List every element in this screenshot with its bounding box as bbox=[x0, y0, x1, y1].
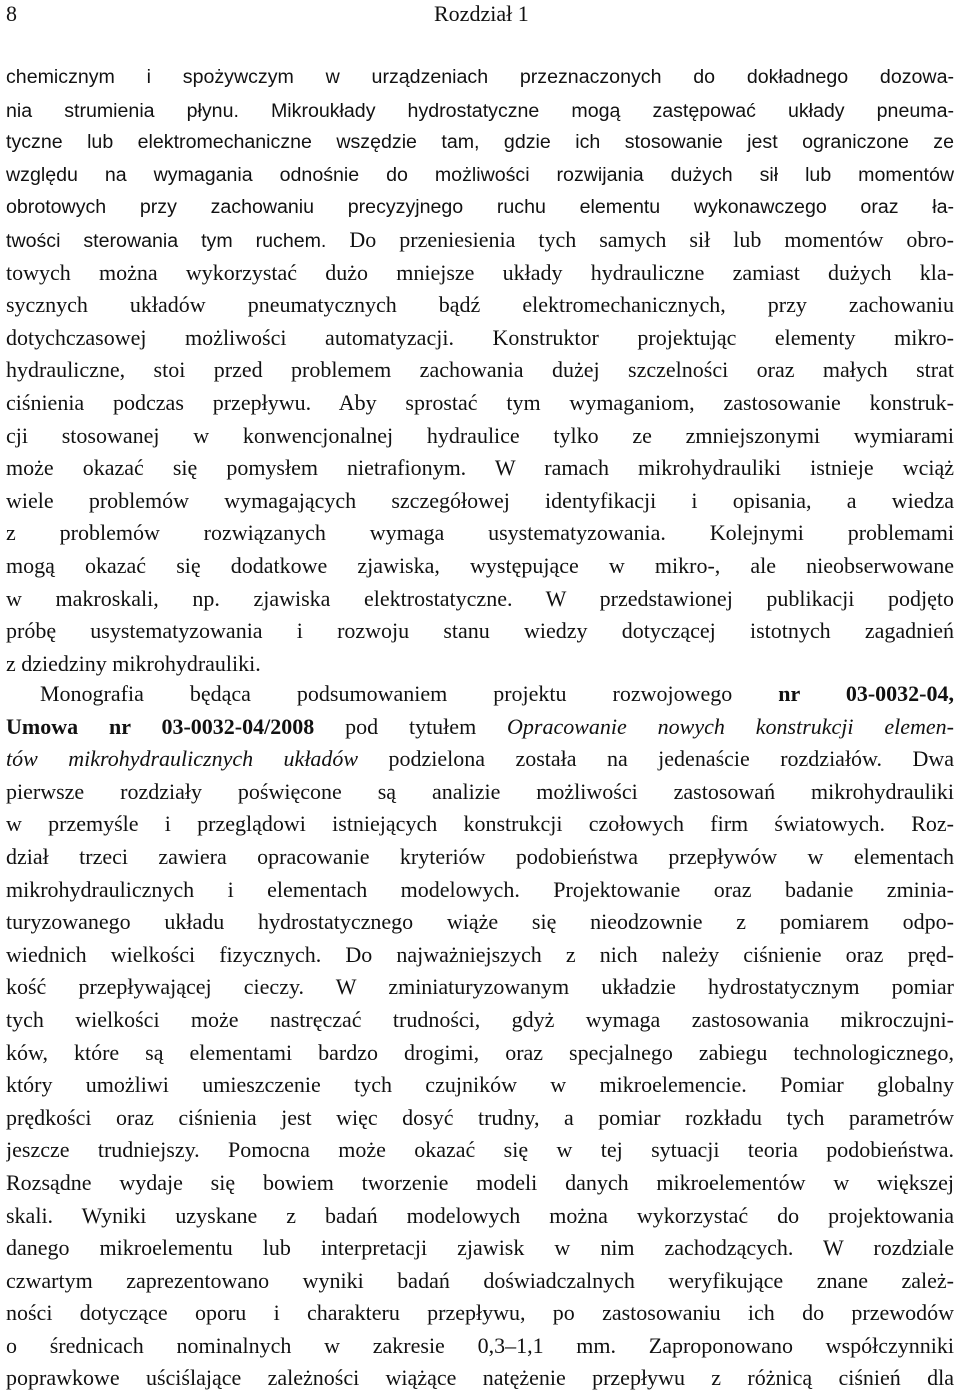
text-line bbox=[6, 841, 954, 874]
text-line bbox=[6, 648, 954, 681]
text-line bbox=[6, 1102, 954, 1135]
text-segment: wiele problemów wymagających szczegółowej identyfikacji i opisania, a wiedza bbox=[6, 487, 954, 513]
text-line bbox=[6, 289, 954, 322]
text-line bbox=[6, 1004, 954, 1037]
text-line bbox=[6, 874, 954, 907]
text-segment: który umożliwi umieszczenie tych czujników w mikroelemencie. Pomiar globalny bbox=[6, 1072, 954, 1098]
text-segment: dotychczasowej możliwości automatyzacji. Konstruktor projektując elementy mikro- bbox=[6, 324, 954, 350]
text-line bbox=[6, 971, 954, 1004]
text-segment: pierwsze rozdziały poświęcone są analizie możliwości zastosowań mikrohydrauliki bbox=[6, 778, 954, 804]
text-line bbox=[6, 711, 954, 744]
text-segment: obrotowych przy zachowaniu precyzyjnego ruchu elementu wykonawczego oraz ła- bbox=[6, 196, 954, 219]
text-segment: Rozsądne wydaje się bowiem tworzenie modeli danych mikroelementów w większej bbox=[6, 1169, 954, 1195]
text-segment: tych wielkości może nastręczać trudności, gdyż wymaga zastosowania mikroczujni- bbox=[6, 1006, 954, 1032]
text-line bbox=[6, 1167, 954, 1200]
text-line bbox=[6, 354, 954, 387]
paragraph-2 bbox=[6, 678, 954, 1395]
text-segment: Do przeniesienia tych samych sił lub momentów obro- bbox=[326, 226, 954, 252]
text-line bbox=[6, 159, 954, 192]
text-line bbox=[6, 387, 954, 420]
text-segment: ności dotyczące oporu i charakteru przepływu, po zastosowaniu ich do przewodów bbox=[6, 1300, 954, 1326]
text-line bbox=[6, 939, 954, 972]
text-segment: tyczne lub elektromechaniczne wszędzie tam, gdzie ich stosowanie jest ograniczone ze bbox=[6, 131, 954, 154]
text-segment: hydrauliczne, stoi przed problemem zachowania dużej szczelności oraz małych strat bbox=[6, 357, 954, 383]
text-segment: sycznych układów pneumatycznych bądź elektromechanicznych, przy zachowaniu bbox=[6, 292, 954, 318]
text-segment: prędkości oraz ciśnienia jest więc dosyć trudny, a pomiar rozkładu tych parametrów bbox=[6, 1104, 954, 1130]
text-segment: ków, które są elementami bardzo drogimi, oraz specjalnego zabiegu technologicznego, bbox=[6, 1039, 954, 1065]
text-line bbox=[6, 906, 954, 939]
text-line bbox=[6, 452, 954, 485]
text-segment: cji stosowanej w konwencjonalnej hydraulice tylko ze zmniejszonymi wymiarami bbox=[6, 422, 954, 448]
chapter-title: Rozdział 1 bbox=[434, 1, 529, 26]
text-segment: o średnicach nominalnych w zakresie 0,3–1,1 mm. Zaproponowano współczynniki bbox=[6, 1332, 954, 1358]
text-segment: danego mikroelementu lub interpretacji zjawisk w nim zachodzących. W rozdziale bbox=[6, 1235, 954, 1261]
text-segment: mogą okazać się dodatkowe zjawiska, występujące w mikro-, ale nieobserwowane bbox=[6, 552, 954, 578]
text-line bbox=[6, 1232, 954, 1265]
text-segment: z problemów rozwiązanych wymaga usystematyzowania. Kolejnymi problemami bbox=[6, 520, 954, 546]
text-line bbox=[6, 1297, 954, 1330]
text-segment: skali. Wyniki uzyskane z badań modelowych można wykorzystać do projektowania bbox=[6, 1202, 954, 1228]
text-line bbox=[6, 1037, 954, 1070]
text-line bbox=[6, 1362, 954, 1395]
text-line bbox=[6, 517, 954, 550]
text-line bbox=[6, 1069, 954, 1102]
text-segment: Monografia będąca podsumowaniem projektu rozwojowego bbox=[40, 681, 779, 706]
text-segment: turyzowanego układu hydrostatycznego wiąże się nieodzownie z pomiarem odpo- bbox=[6, 909, 954, 935]
text-segment: w przemyśle i przeglądowi istniejących konstrukcji czołowych firm światowych. Roz- bbox=[6, 811, 954, 837]
text-line bbox=[6, 1265, 954, 1298]
text-line bbox=[6, 420, 954, 453]
text-segment: może okazać się pomysłem nietrafionym. W ramach mikrohydrauliki istnieje wciąż bbox=[6, 455, 954, 481]
page-number: 8 bbox=[6, 1, 17, 26]
text-line bbox=[6, 485, 954, 518]
text-segment: próbę usystematyzowania i rozwoju stanu wiedzy dotyczącej istotnych zagadnień bbox=[6, 618, 954, 644]
text-segment: względu na wymagania odnośnie do możliwości rozwijania dużych sił lub momentów bbox=[6, 163, 954, 186]
text-line bbox=[6, 583, 954, 616]
text-line bbox=[6, 743, 954, 776]
text-segment-italic: Opracowanie nowych konstrukcji elemen- bbox=[507, 713, 954, 739]
text-segment: jeszcze trudniejszy. Pomocna może okazać się w tej sytuacji teoria podobieństwa. bbox=[6, 1137, 954, 1163]
text-segment: podzielona została na jedenaście rozdziałów. Dwa bbox=[358, 746, 954, 772]
text-line bbox=[6, 191, 954, 224]
text-segment-bold: nr 03-0032-04, bbox=[778, 681, 954, 706]
text-line bbox=[6, 61, 954, 94]
text-line bbox=[6, 550, 954, 583]
text-line bbox=[6, 678, 954, 711]
text-segment: chemicznym i spożywczym w urządzeniach przeznaczonych do dokładnego dozowa- bbox=[6, 66, 954, 88]
text-segment: towych można wykorzystać dużo mniejsze układy hydrauliczne zamiast dużych kla- bbox=[6, 259, 954, 285]
text-line bbox=[6, 808, 954, 841]
paragraph-1 bbox=[6, 61, 954, 680]
text-segment: czwartym zaprezentowano wyniki badań doświadczalnych weryfikujące znane zależ- bbox=[6, 1267, 954, 1293]
text-segment: pod tytułem bbox=[314, 713, 508, 739]
text-line bbox=[6, 615, 954, 648]
text-segment-bold: Umowa nr 03-0032-04/2008 bbox=[6, 713, 315, 739]
text-segment: wiednich wielkości fizycznych. Do najważniejszych z nich należy ciśnienie oraz pręd- bbox=[6, 941, 954, 967]
text-segment: twości sterowania tym ruchem. bbox=[6, 229, 327, 252]
text-segment: mikrohydraulicznych i elementach modelowych. Projektowanie oraz badanie zminia- bbox=[6, 876, 954, 902]
text-segment: poprawkowe uściślające zależności wiążące natężenie przepływu z różnicą ciśnień dla bbox=[6, 1365, 954, 1391]
text-line bbox=[6, 322, 954, 355]
text-segment: nia strumienia płynu. Mikroukłady hydrostatyczne mogą zastępować układy pneuma- bbox=[6, 99, 954, 122]
text-segment: kość przepływającej cieczy. W zminiaturyzowanym układzie hydrostatycznym pomiar bbox=[6, 974, 954, 1000]
text-line bbox=[6, 224, 954, 257]
text-line bbox=[6, 1134, 954, 1167]
text-line bbox=[6, 1200, 954, 1233]
running-header bbox=[6, 0, 954, 28]
text-line bbox=[6, 1330, 954, 1363]
text-line bbox=[6, 257, 954, 290]
text-line bbox=[6, 94, 954, 127]
text-line bbox=[6, 126, 954, 159]
text-segment-italic: tów mikrohydraulicznych układów bbox=[6, 746, 359, 772]
text-line bbox=[6, 776, 954, 809]
text-segment: ciśnienia podczas przepływu. Aby sprostać tym wymaganiom, zastosowanie konstruk- bbox=[6, 389, 954, 415]
text-segment: z dziedziny mikrohydrauliki. bbox=[6, 650, 261, 676]
text-segment: w makroskali, np. zjawiska elektrostatyczne. W przedstawionej publikacji podjęto bbox=[6, 585, 954, 611]
text-segment: dział trzeci zawiera opracowanie kryteriów podobieństwa przepływów w elementach bbox=[6, 843, 954, 869]
